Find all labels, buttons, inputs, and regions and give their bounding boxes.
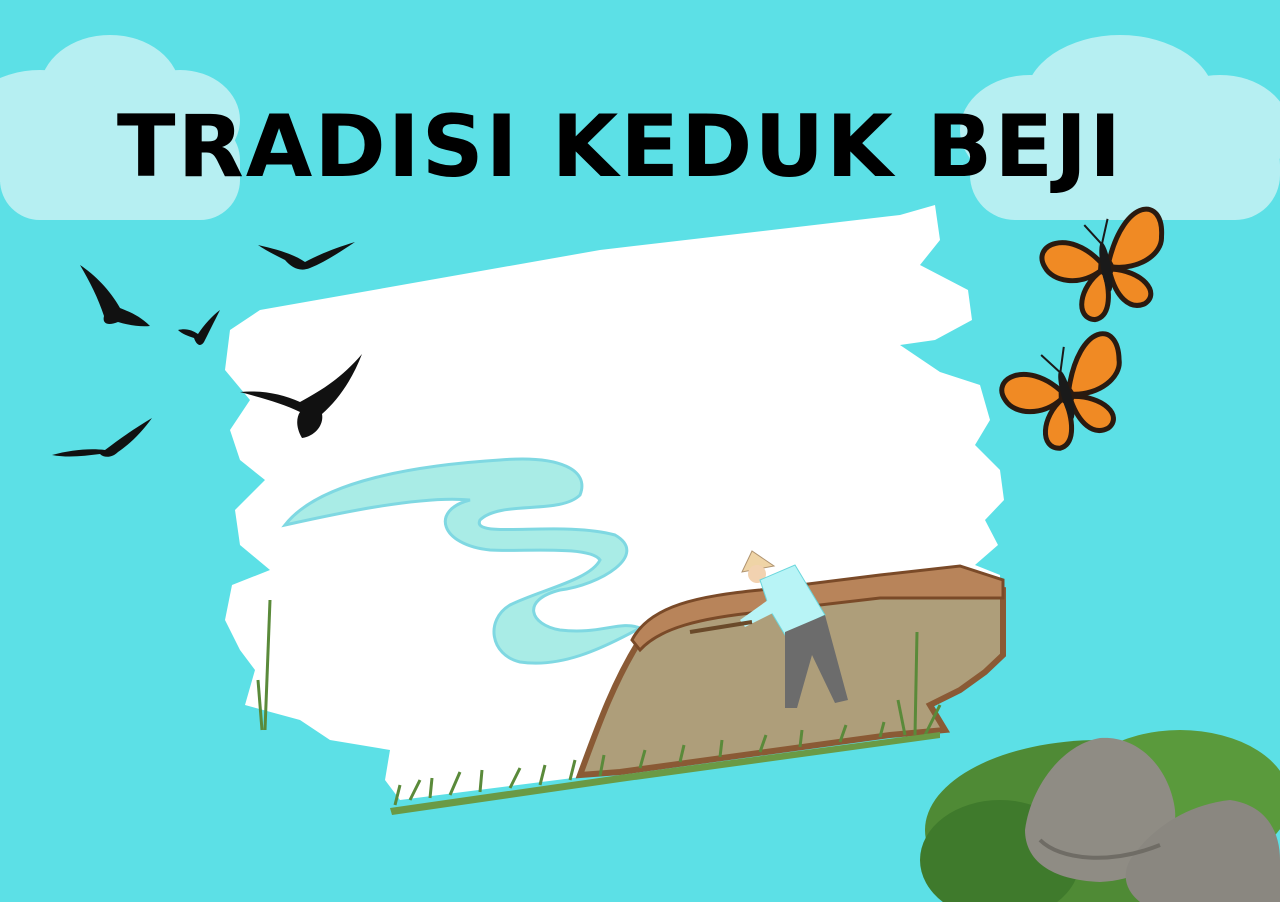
page-title: TRADISI KEDUK BEJI [116,97,1124,197]
